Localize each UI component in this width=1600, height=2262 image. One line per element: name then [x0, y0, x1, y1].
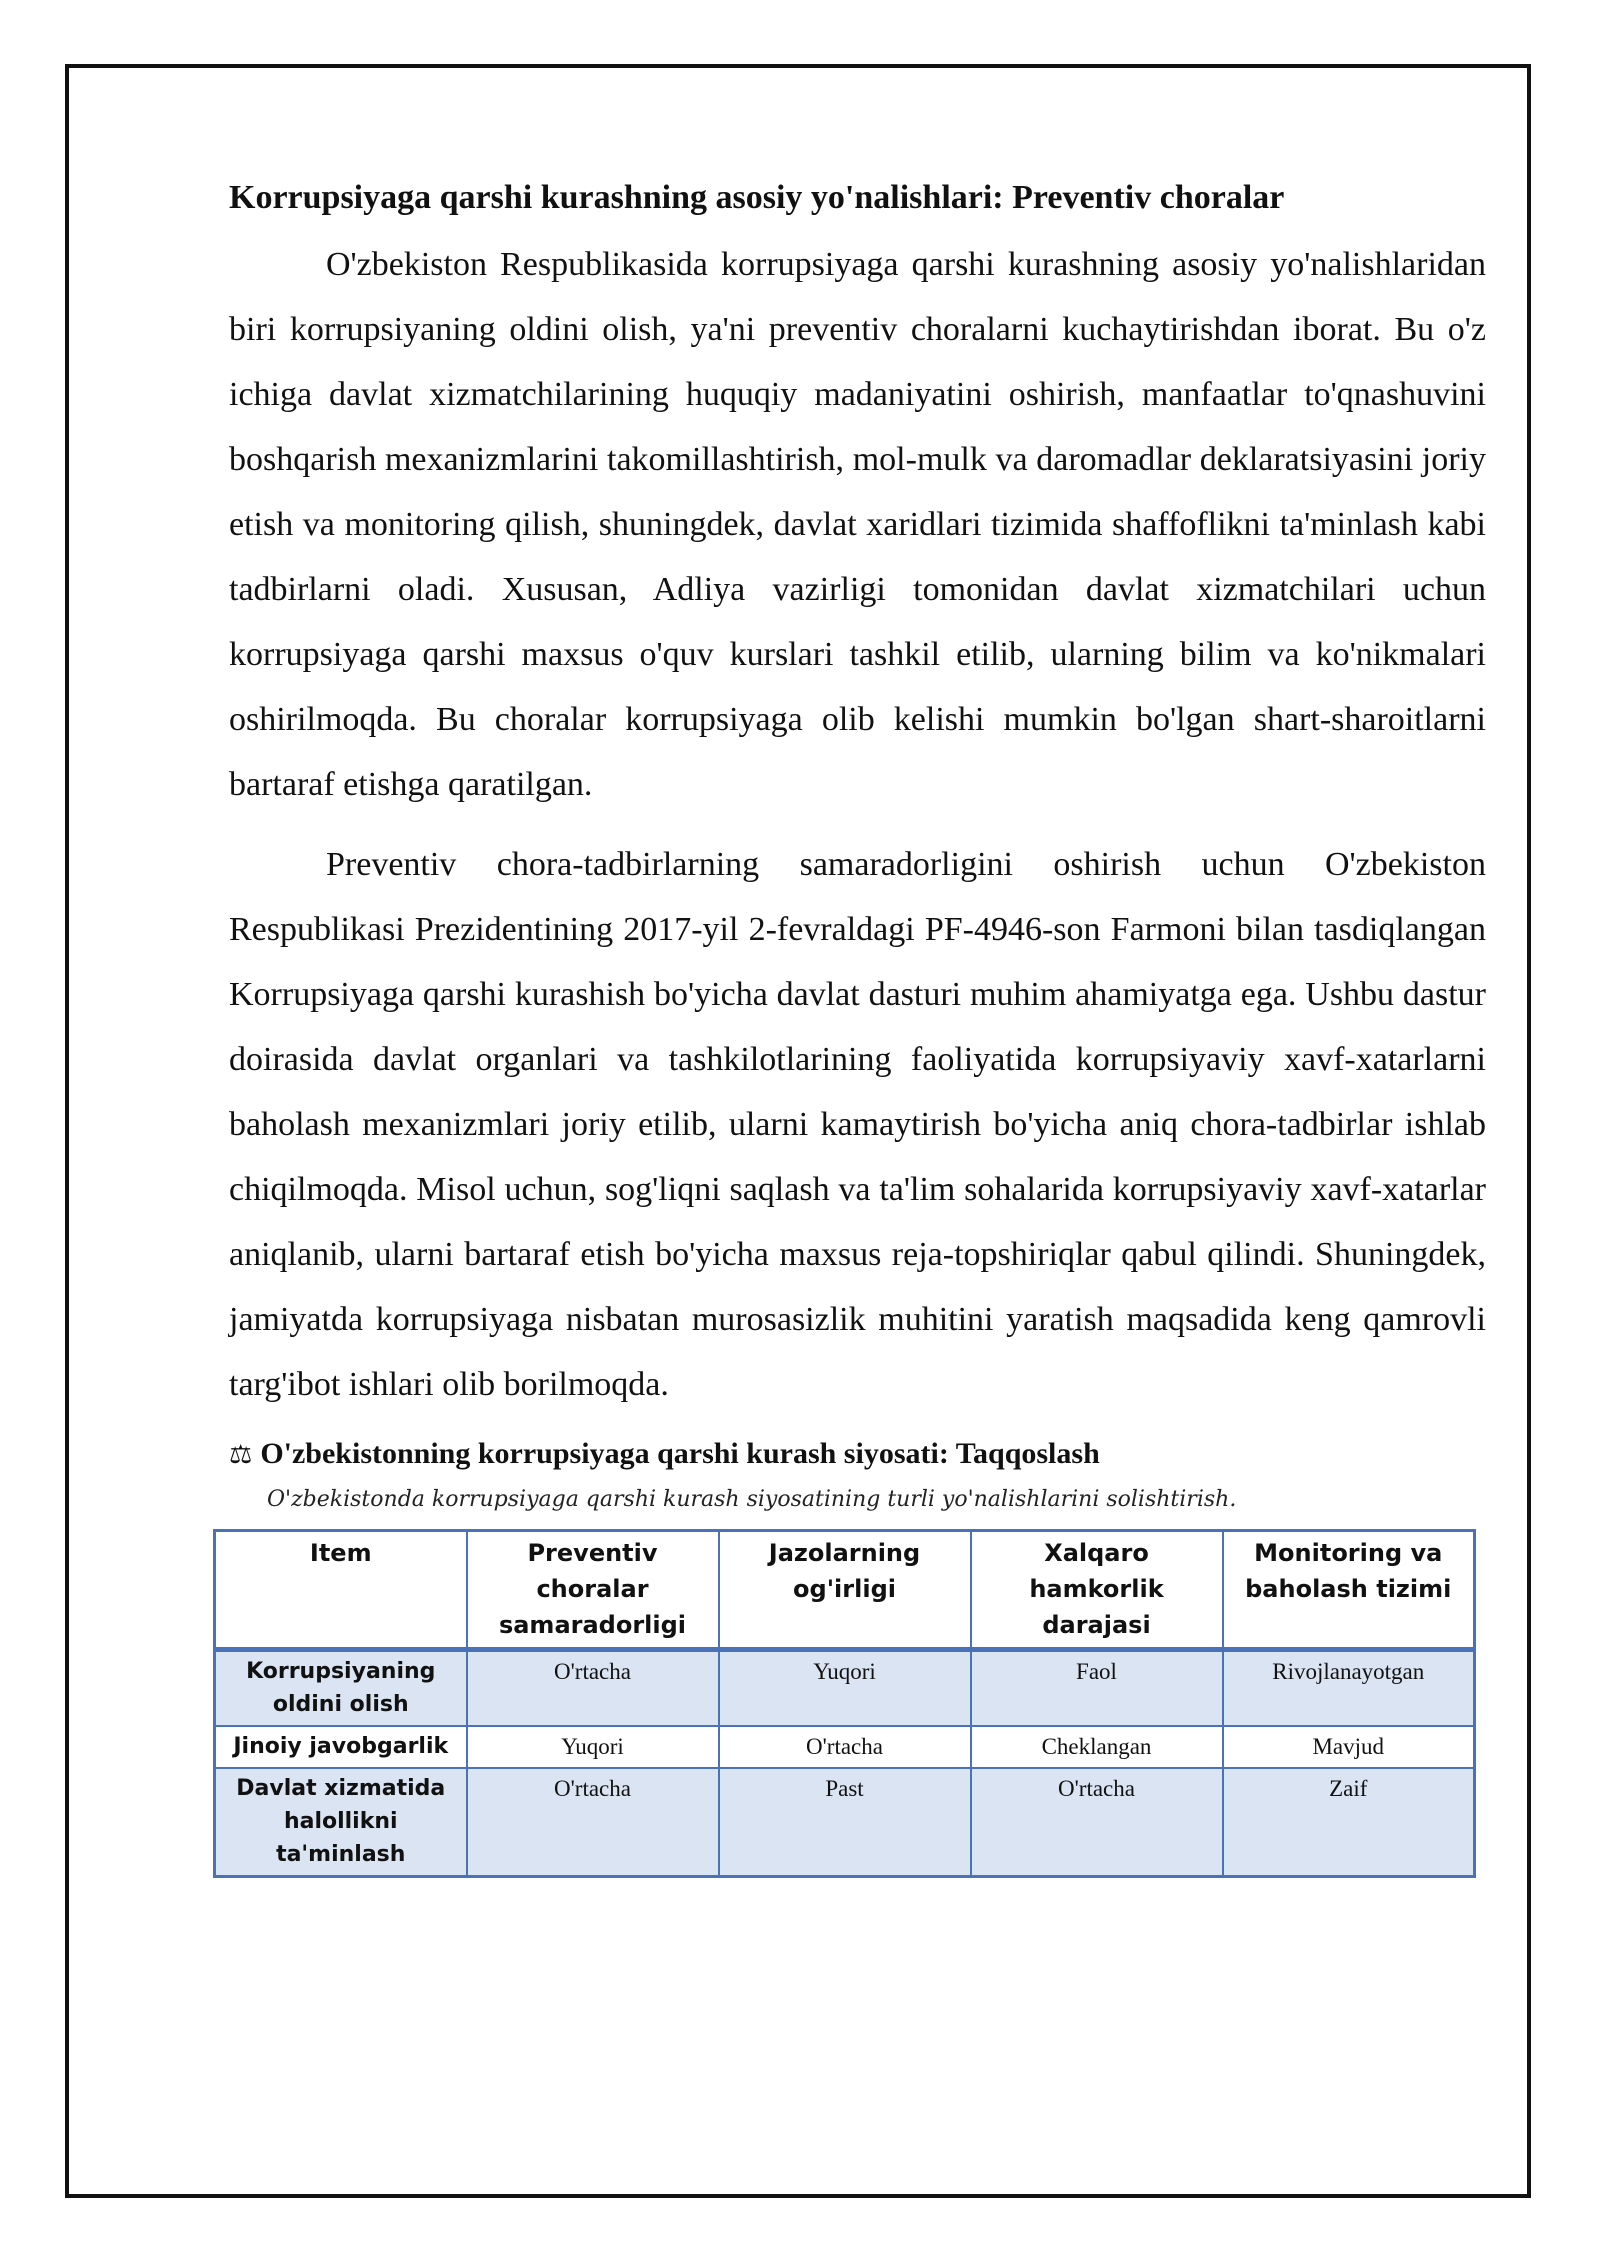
table-caption: O'zbekistonda korrupsiyaga qarshi kurash siyosatining turli yo'nalishlarini solishtirish.: [267, 1487, 1237, 1512]
table-cell: O'rtacha: [467, 1768, 719, 1877]
table-cell: Cheklangan: [971, 1726, 1223, 1768]
row-header: Korrupsiyaning oldini olish: [215, 1650, 467, 1727]
table-cell: O'rtacha: [467, 1650, 719, 1727]
table-cell: Mavjud: [1223, 1726, 1475, 1768]
table-cell: Yuqori: [467, 1726, 719, 1768]
paragraph-1: O'zbekiston Respublikasida korrupsiyaga qarshi kurashning asosiy yo'nalishlaridan biri korrupsiyaning oldini olish, ya'ni preventiv choralarni kuchaytirishdan iborat. Bu o'z ichiga davlat xizmatchilarining huquqiy madaniyatini oshirish, manfaatlar to'qnashuvini boshqarish mexanizmlarini takomillashtirish, mol-mulk va daromadlar deklaratsiyasini joriy etish va monitoring qilish, shuningdek, davlat xaridlari tizimida shaffoflikni ta'minlash kabi tadbirlarni oladi. Xususan, Adliya vazirligi tomonidan davlat xizmatchilari uchun korrupsiyaga qarshi maxsus o'quv kurslari tashkil etilib, ularning bilim va ko'nikmalari oshirilmoqda. Bu choralar korrupsiyaga olib kelishi mumkin bo'lgan shart-sharoitlarni bartaraf etishga qaratilgan.: [229, 246, 1486, 803]
scale-icon: ⚖: [229, 1440, 253, 1470]
row-header: Jinoiy javobgarlik: [215, 1726, 467, 1768]
column-header: Jazolarning og'irligi: [719, 1531, 971, 1650]
table-title-line: [229, 1432, 1486, 1477]
table-row: [215, 1768, 1475, 1877]
row-header: Davlat xizmatida halollikni ta'minlash: [215, 1768, 467, 1877]
table-cell: Past: [719, 1768, 971, 1877]
table-row: [215, 1726, 1475, 1768]
column-header: Monitoring va baholash tizimi: [1223, 1531, 1475, 1650]
column-header: Item: [215, 1531, 467, 1650]
table-cell: Faol: [971, 1650, 1223, 1727]
table-title: O'zbekistonning korrupsiyaga qarshi kurash siyosati: Taqqoslash: [260, 1437, 1100, 1470]
table-cell: Yuqori: [719, 1650, 971, 1727]
section-heading: Korrupsiyaga qarshi kurashning asosiy yo'nalishlari: Preventiv choralar: [229, 179, 1285, 216]
table-row: [215, 1650, 1475, 1727]
paragraph-2: Preventiv chora-tadbirlarning samaradorligini oshirish uchun O'zbekiston Respublikasi Prezidentining 2017-yil 2-fevraldagi PF-4946-son Farmoni bilan tasdiqlangan Korrupsiyaga qarshi kurashish bo'yicha davlat dasturi muhim ahamiyatga ega. Ushbu dastur doirasida davlat organlari va tashkilotlarining faoliyatida korrupsiyaviy xavf-xatarlarni baholash mexanizmlari joriy etilib, ularni kamaytirish bo'yicha aniq chora-tadbirlar ishlab chiqilmoqda. Misol uchun, sog'liqni saqlash va ta'lim sohalarida korrupsiyaviy xavf-xatarlar aniqlanib, ularni bartaraf etish bo'yicha maxsus reja-topshiriqlar qabul qilindi. Shuningdek, jamiyatda korrupsiyaga nisbatan murosasizlik muhitini yaratish maqsadida keng qamrovli targ'ibot ishlari olib borilmoqda.: [229, 846, 1486, 1403]
comparison-table: [213, 1529, 1476, 1878]
table-cell: Rivojlanayotgan: [1223, 1650, 1475, 1727]
table-cell: O'rtacha: [971, 1768, 1223, 1877]
table-header-row: [215, 1531, 1475, 1650]
document-body: [229, 170, 1486, 1878]
column-header: Xalqaro hamkorlik darajasi: [971, 1531, 1223, 1650]
table-cell: Zaif: [1223, 1768, 1475, 1877]
column-header: Preventiv choralar samaradorligi: [467, 1531, 719, 1650]
table-cell: O'rtacha: [719, 1726, 971, 1768]
